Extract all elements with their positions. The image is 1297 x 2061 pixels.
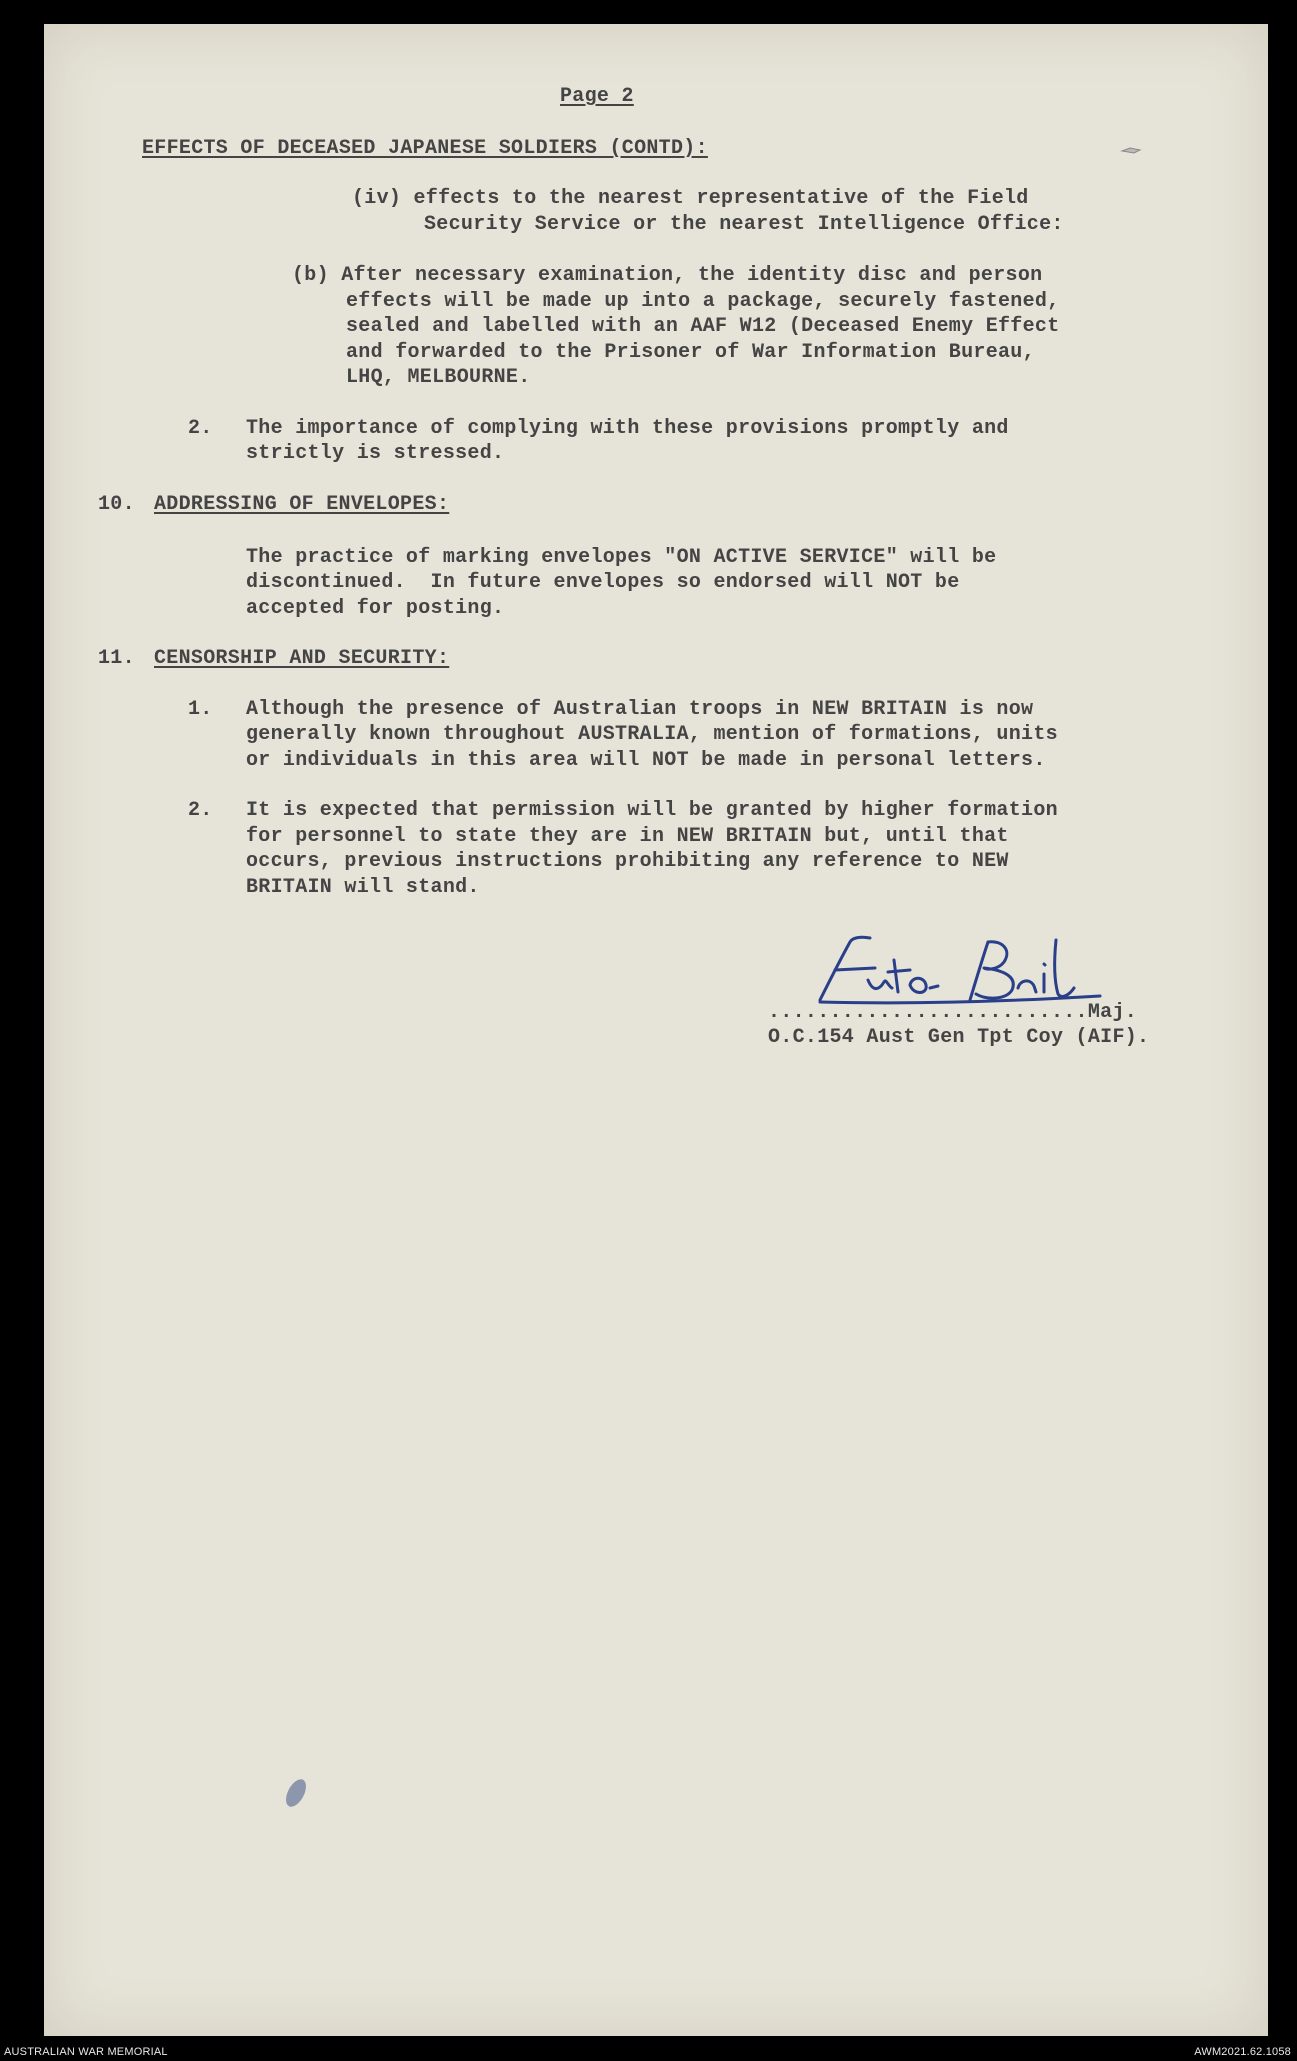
section-11-number: 11. bbox=[98, 647, 135, 670]
pin-mark-icon bbox=[1120, 145, 1144, 155]
page-title: Page 2 bbox=[560, 85, 634, 108]
section-11-item-1-line3: or individuals in this area will NOT be made in personal letters. bbox=[246, 749, 1046, 772]
para-2-line1: The importance of complying with these provisions promptly and bbox=[246, 417, 1009, 440]
section-11-title: CENSORSHIP AND SECURITY: bbox=[154, 647, 450, 670]
item-b-line4: and forwarded to the Prisoner of War Information Bureau, bbox=[346, 341, 1035, 364]
footer-accession-number: AWM2021.62.1058 bbox=[1194, 2046, 1291, 2058]
section-10-line2: discontinued. In future envelopes so endorsed will NOT be bbox=[246, 571, 960, 594]
section-11-item-2-line1: It is expected that permission will be granted by higher formation bbox=[246, 799, 1058, 822]
section-11-item-2-line4: BRITAIN will stand. bbox=[246, 876, 480, 899]
section-11-item-2-number: 2. bbox=[188, 799, 213, 822]
para-2-number: 2. bbox=[188, 417, 213, 440]
para-2-line2: strictly is stressed. bbox=[246, 442, 505, 465]
section-10-line1: The practice of marking envelopes "ON ACTIVE SERVICE" will be bbox=[246, 546, 997, 569]
signature-dots: ..........................Maj. bbox=[768, 1001, 1138, 1024]
item-iv-line1: (iv) effects to the nearest representative of the Field bbox=[352, 187, 1029, 210]
item-iv-line2: Security Service or the nearest Intelligence Office: bbox=[424, 213, 1064, 236]
section-11-item-2-line2: for personnel to state they are in NEW BRITAIN but, until that bbox=[246, 825, 1009, 848]
item-b-line2: effects will be made up into a package, securely fastened, bbox=[346, 290, 1060, 313]
item-b-line3: sealed and labelled with an AAF W12 (Deceased Enemy Effect bbox=[346, 315, 1060, 338]
section-11-item-1-line1: Although the presence of Australian troops in NEW BRITAIN is now bbox=[246, 698, 1034, 721]
signature-image bbox=[780, 930, 1160, 1010]
section-10-line3: accepted for posting. bbox=[246, 597, 505, 620]
signatory-title: O.C.154 Aust Gen Tpt Coy (AIF). bbox=[768, 1026, 1150, 1049]
ink-smudge bbox=[282, 1776, 310, 1810]
section-heading-effects: EFFECTS OF DECEASED JAPANESE SOLDIERS (CONTD): bbox=[142, 137, 708, 160]
footer-institution: AUSTRALIAN WAR MEMORIAL bbox=[4, 2046, 168, 2058]
section-11-item-1-number: 1. bbox=[188, 698, 213, 721]
item-b-line5: LHQ, MELBOURNE. bbox=[346, 366, 531, 389]
section-11-item-2-line3: occurs, previous instructions prohibiting any reference to NEW bbox=[246, 850, 1009, 873]
section-10-title: ADDRESSING OF ENVELOPES: bbox=[154, 493, 450, 516]
section-10-number: 10. bbox=[98, 493, 135, 516]
section-11-item-1-line2: generally known throughout AUSTRALIA, mention of formations, units bbox=[246, 723, 1058, 746]
item-b-line1: (b) After necessary examination, the identity disc and person bbox=[292, 264, 1043, 287]
